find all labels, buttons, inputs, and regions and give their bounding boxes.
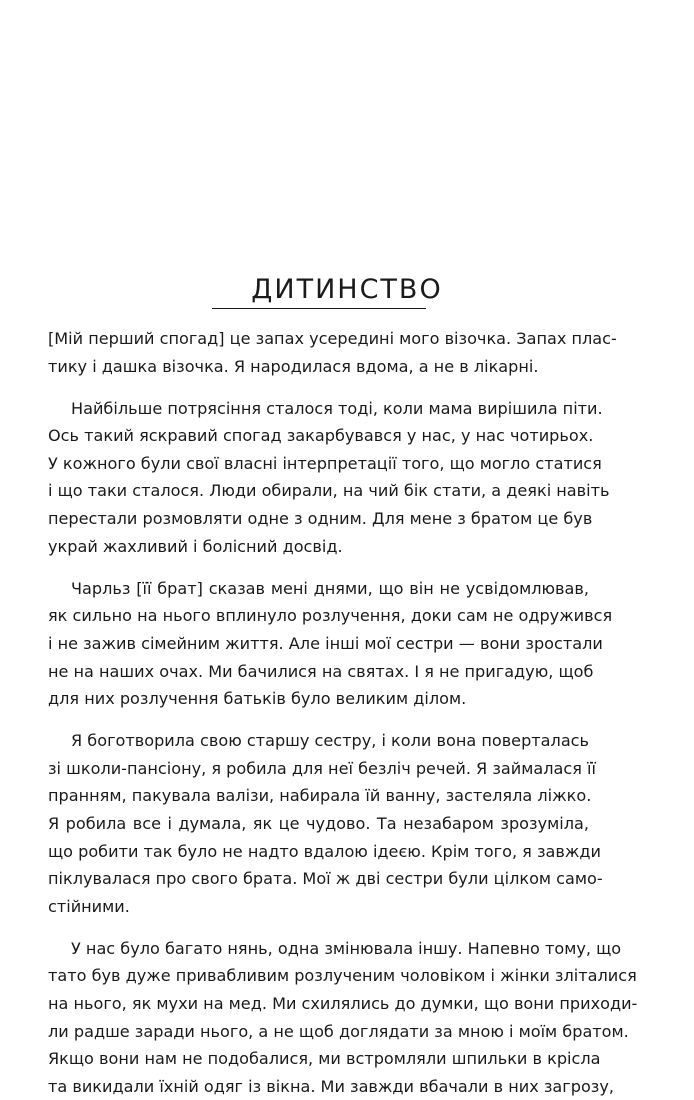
text-line: Найбільше потрясіння сталося тоді, коли мама вирішила піти. [71, 398, 603, 418]
text-line: піклувалася про свого брата. Мої ж дві сестри були цілком само- [48, 869, 603, 889]
text-line: У нас було багато нянь, одна змінювала іншу. Напевно тому, що [71, 938, 622, 958]
body-text [48, 325, 638, 1100]
paragraph-4 [48, 727, 603, 920]
text-line: Я робила все і думала, як це чудово. Та незабаром зрозуміла, [48, 814, 589, 833]
text-line: зі школи-пансіону, я робила для неї безліч речей. Я займалася її [48, 758, 596, 778]
text-line: тато був дуже привабливим розлученим чоловіком і жінки зліталися [48, 966, 637, 986]
text-line: та викидали їхній одяг із вікна. Ми завжди вбачали в них загрозу, [48, 1076, 614, 1096]
text-line: не на наших очах. Ми бачилися на святах. І я не пригадую, щоб [48, 661, 594, 681]
paragraph-3 [48, 575, 613, 713]
text-line: стійними. [48, 896, 130, 916]
text-line: пранням, пакувала валізи, набирала їй ванну, застеляла ліжко. [48, 786, 592, 806]
text-line: і не зажив сімейним життя. Але інші мої сестри — вони зростали [48, 633, 603, 653]
paragraph-5 [48, 935, 638, 1100]
text-line: на нього, як мухи на мед. Ми схилялись до думки, що вони приходи- [48, 994, 638, 1014]
text-line: Я боготворила свою старшу сестру, і коли вона поверталась [71, 731, 590, 751]
text-line: Якщо вони нам не подобалися, ми встромляли шпильки в крісла [48, 1049, 601, 1069]
text-line: украй жахливий і болісний досвід. [48, 536, 343, 556]
text-line: тику і дашка візочка. Я народилася вдома, а не в лікарні. [48, 356, 539, 376]
text-line: ли радше заради нього, а не щоб доглядати за мною і моїм братом. [48, 1021, 629, 1041]
text-line: перестали розмовляти одне з одним. Для мене з братом це був [48, 509, 593, 529]
text-line: Чарльз [її брат] сказав мені днями, що він не усвідомлював, [71, 578, 589, 598]
chapter-title: ДИТИНСТВО [251, 274, 443, 305]
title-underline [212, 308, 426, 309]
text-line: і що таки сталося. Люди обирали, на чий бік стати, а деякі навіть [48, 481, 610, 501]
text-line: [Мій перший спогад] це запах усередині мого візочка. Запах плас- [48, 329, 617, 348]
text-line: як сильно на нього вплинуло розлучення, доки сам не одружився [48, 606, 613, 626]
text-line: для них розлучення батьків було великим ділом. [48, 689, 467, 709]
paragraph-1 [48, 325, 617, 380]
text-line: що робити так було не надто вдалою ідеєю. Крім того, я завжди [48, 841, 601, 861]
text-line: Ось такий яскравий спогад закарбувався у нас, у нас чотирьох. [48, 426, 594, 446]
paragraph-2 [48, 395, 610, 561]
text-line: У кожного були свої власні інтерпретації того, що могло статися [48, 453, 602, 473]
